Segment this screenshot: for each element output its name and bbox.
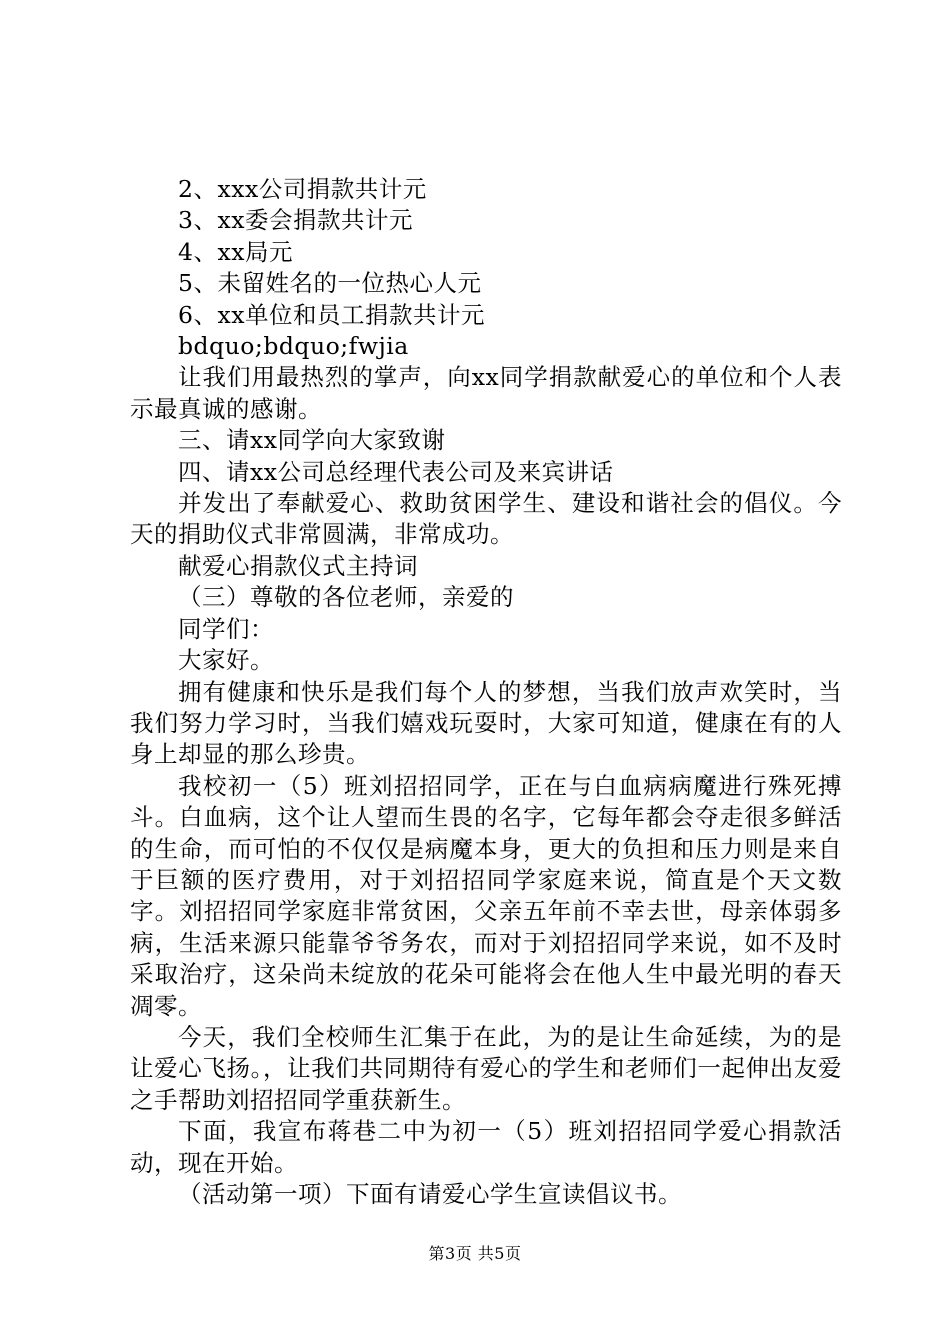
paragraph-thanks: 让我们用最热烈的掌声，向xx同学捐款献爱心的单位和个人表示最真诚的感谢。 (130, 363, 842, 423)
list-item-donation-4: 4、xx局元 (178, 237, 293, 266)
list-item-donation-3: 3、xx委会捐款共计元 (178, 206, 413, 235)
section-heading: 献爱心捐款仪式主持词 (178, 551, 418, 580)
stray-text-line: bdquo;bdquo;fwjia (178, 332, 409, 361)
paragraph-student-story: 我校初一（5）班刘招招同学，正在与白血病病魔进行殊死搏斗。白血病，这个让人望而生畏的名字，它每年都会夺走很多鲜活的生命，而可怕的不仅仅是病魔本身，更大的负担和压力则是来自于巨额的医疗费用，对于刘招招同学家庭来说，简直是个天文数字。刘招招同学家庭非常贫困，父亲五年前不幸去世，母亲体弱多病，生活来源只能靠爷爷务农，而对于刘招招同学来说，如不及时采取治疗，这朵尚未绽放的花朵可能将会在他人生中最光明的春天凋零。 (130, 771, 842, 1020)
paragraph-gathering: 今天，我们全校师生汇集于在此，为的是让生命延续，为的是让爱心飞扬。，让我们共同期待有爱心的学生和老师们一起伸出友爱之手帮助刘招招同学重获新生。 (130, 1022, 842, 1114)
list-item-donation-2: 2、xxx公司捐款共计元 (178, 175, 427, 203)
list-item-donation-5: 5、未留姓名的一位热心人元 (178, 269, 482, 298)
document-body (130, 174, 842, 1210)
paragraph-salutation-cont: 同学们： (178, 614, 274, 643)
page-number-footer: 第3页 共5页 (428, 1244, 522, 1263)
paragraph-step-three: 三、请xx同学向大家致谢 (178, 426, 446, 455)
paragraph-health: 拥有健康和快乐是我们每个人的梦想，当我们放声欢笑时，当我们努力学习时，当我们嬉戏玩耍时，大家可知道，健康在有的人身上却显的那么珍贵。 (130, 677, 842, 769)
paragraph-salutation: （三）尊敬的各位老师，亲爱的 (178, 583, 514, 612)
paragraph-step-four: 四、请xx公司总经理代表公司及来宾讲话 (178, 457, 614, 486)
paragraph-conclusion: 并发出了奉献爱心、救助贫困学生、建设和谐社会的倡仪。今天的捐助仪式非常圆满，非常成功。 (130, 489, 842, 549)
list-item-donation-6: 6、xx单位和员工捐款共计元 (178, 300, 485, 329)
paragraph-first-item: （活动第一项）下面有请爱心学生宣读倡议书。 (178, 1180, 682, 1208)
paragraph-greeting: 大家好。 (178, 646, 274, 675)
paragraph-announcement: 下面，我宣布蒋巷二中为初一（5）班刘招招同学爱心捐款活动，现在开始。 (130, 1117, 842, 1177)
